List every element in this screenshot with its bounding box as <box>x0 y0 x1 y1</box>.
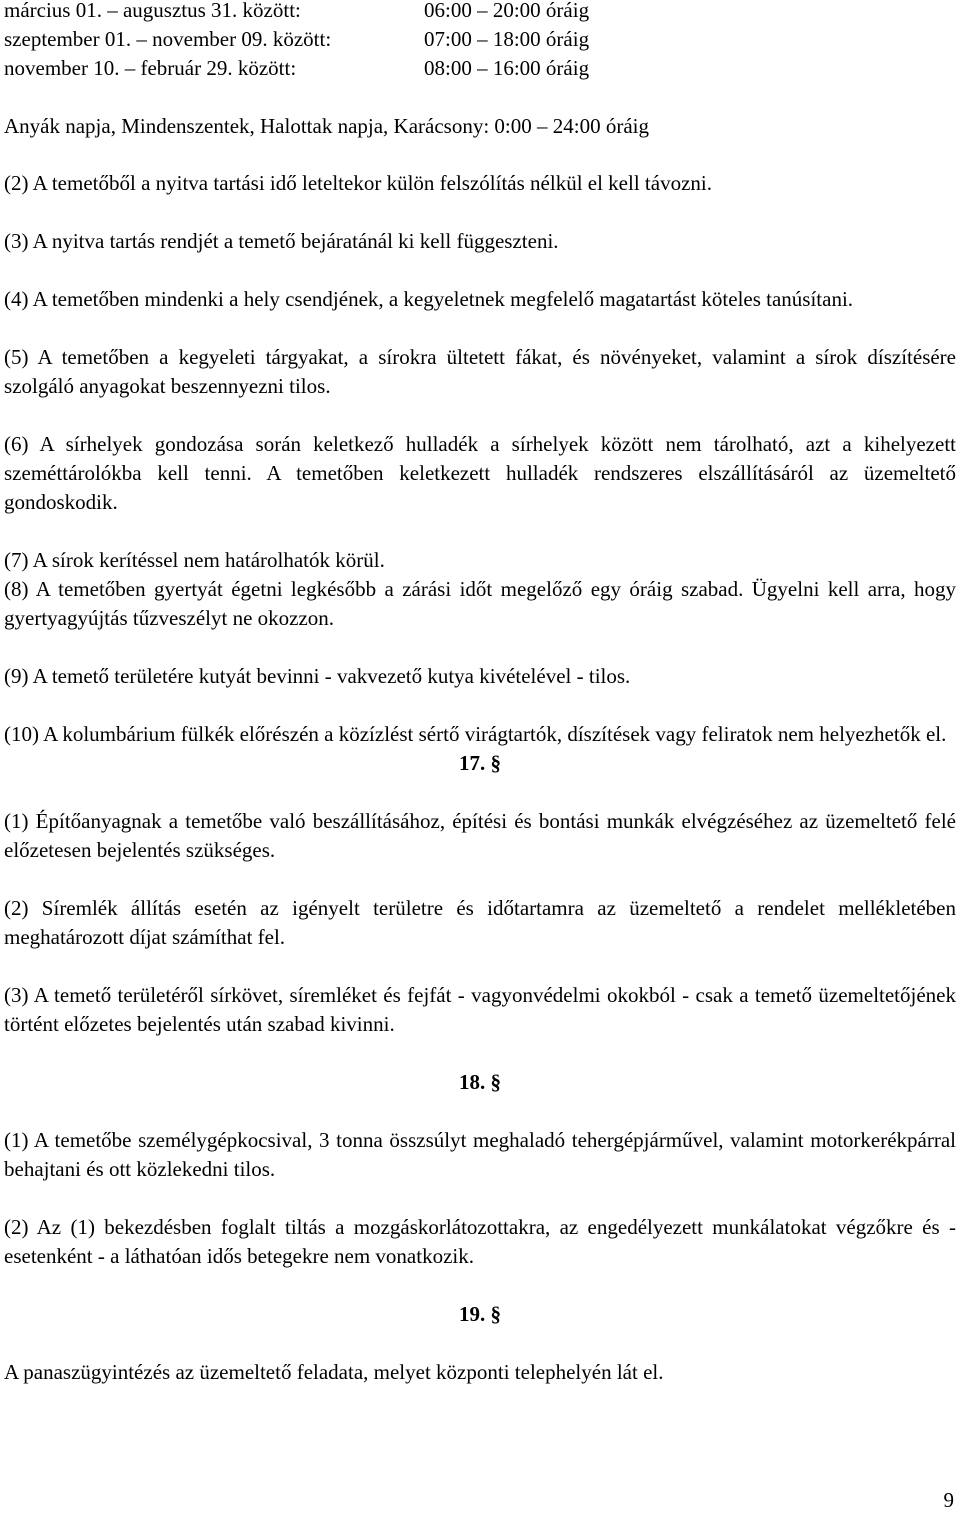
holidays-line: Anyák napja, Mindenszentek, Halottak napja, Karácsony: 0:00 – 24:00 óráig <box>4 114 649 138</box>
hours-time: 06:00 – 20:00 óráig <box>424 0 590 22</box>
paragraph: (8) A temetőben gyertyát égetni legkésőbb a zárási időt megelőző egy óráig szabad. Ügyelni kell arra, hogy gyertyagyújtás tűzveszélyt ne okozzon. <box>4 577 956 630</box>
hours-row <box>4 54 956 83</box>
paragraph: (2) Az (1) bekezdésben foglalt tiltás a mozgáskorlátozottakra, az engedélyezett munkálatokat végzőkre és - esetenként - a láthatóan idős betegekre nem vonatkozik. <box>4 1215 956 1268</box>
paragraph: A panaszügyintézés az üzemeltető feladata, melyet központi telephelyén lát el. <box>4 1360 664 1384</box>
section-heading: 19. § <box>459 1302 501 1326</box>
opening-hours-table <box>4 0 956 83</box>
hours-time: 07:00 – 18:00 óráig <box>424 27 590 51</box>
paragraph: (1) Építőanyagnak a temetőbe való beszállításához, építési és bontási munkák elvégzéséhez az üzemeltető felé előzetesen bejelentés szükséges. <box>4 809 956 862</box>
hours-period: március 01. – augusztus 31. között: <box>4 0 301 22</box>
paragraph: (6) A sírhelyek gondozása során keletkező hulladék a sírhelyek között nem tárolható, azt a kihelyezett szeméttárolókba kell tenni. A temetőben keletkezett hulladék rendszeres elszállításáról az üzemeltető gondoskodik. <box>4 432 956 514</box>
paragraph: (5) A temetőben a kegyeleti tárgyakat, a sírokra ültetett fákat, és növényeket, valamint a sírok díszítésére szolgáló anyagokat beszennyezni tilos. <box>4 345 956 398</box>
paragraph: (2) Síremlék állítás esetén az igényelt területre és időtartamra az üzemeltető a rendelet mellékletében meghatározott díjat számíthat fel. <box>4 896 956 949</box>
paragraph: (4) A temetőben mindenki a hely csendjének, a kegyeletnek megfelelő magatartást köteles tanúsítani. <box>4 287 854 311</box>
hours-row <box>4 0 956 25</box>
paragraph: (3) A nyitva tartás rendjét a temető bejáratánál ki kell függeszteni. <box>4 229 559 253</box>
document-page <box>4 0 956 1387</box>
paragraph: (3) A temető területéről sírkövet, síremléket és fejfát - vagyonvédelmi okokból - csak a temető üzemeltetőjének történt előzetes bejelentés után szabad kivinni. <box>4 983 956 1036</box>
section-heading: 18. § <box>459 1070 501 1094</box>
hours-row <box>4 25 956 54</box>
section-heading: 17. § <box>459 751 501 775</box>
paragraph: (1) A temetőbe személygépkocsival, 3 tonna összsúlyt meghaladó tehergépjárművel, valamint motorkerékpárral behajtani és ott közlekedni tilos. <box>4 1128 956 1181</box>
hours-period: szeptember 01. – november 09. között: <box>4 27 332 51</box>
hours-time: 08:00 – 16:00 óráig <box>424 56 590 80</box>
paragraph: (9) A temető területére kutyát bevinni - vakvezető kutya kivételével - tilos. <box>4 664 631 688</box>
page-number: 9 <box>943 1488 954 1512</box>
paragraph: (2) A temetőből a nyitva tartási idő leteltekor külön felszólítás nélkül el kell távozni. <box>4 171 712 195</box>
hours-period: november 10. – február 29. között: <box>4 56 297 80</box>
paragraph: (10) A kolumbárium fülkék előrészén a közízlést sértő virágtartók, díszítések vagy feliratok nem helyezhetők el. <box>4 722 947 746</box>
paragraph: (7) A sírok kerítéssel nem határolhatók körül. <box>4 548 385 572</box>
